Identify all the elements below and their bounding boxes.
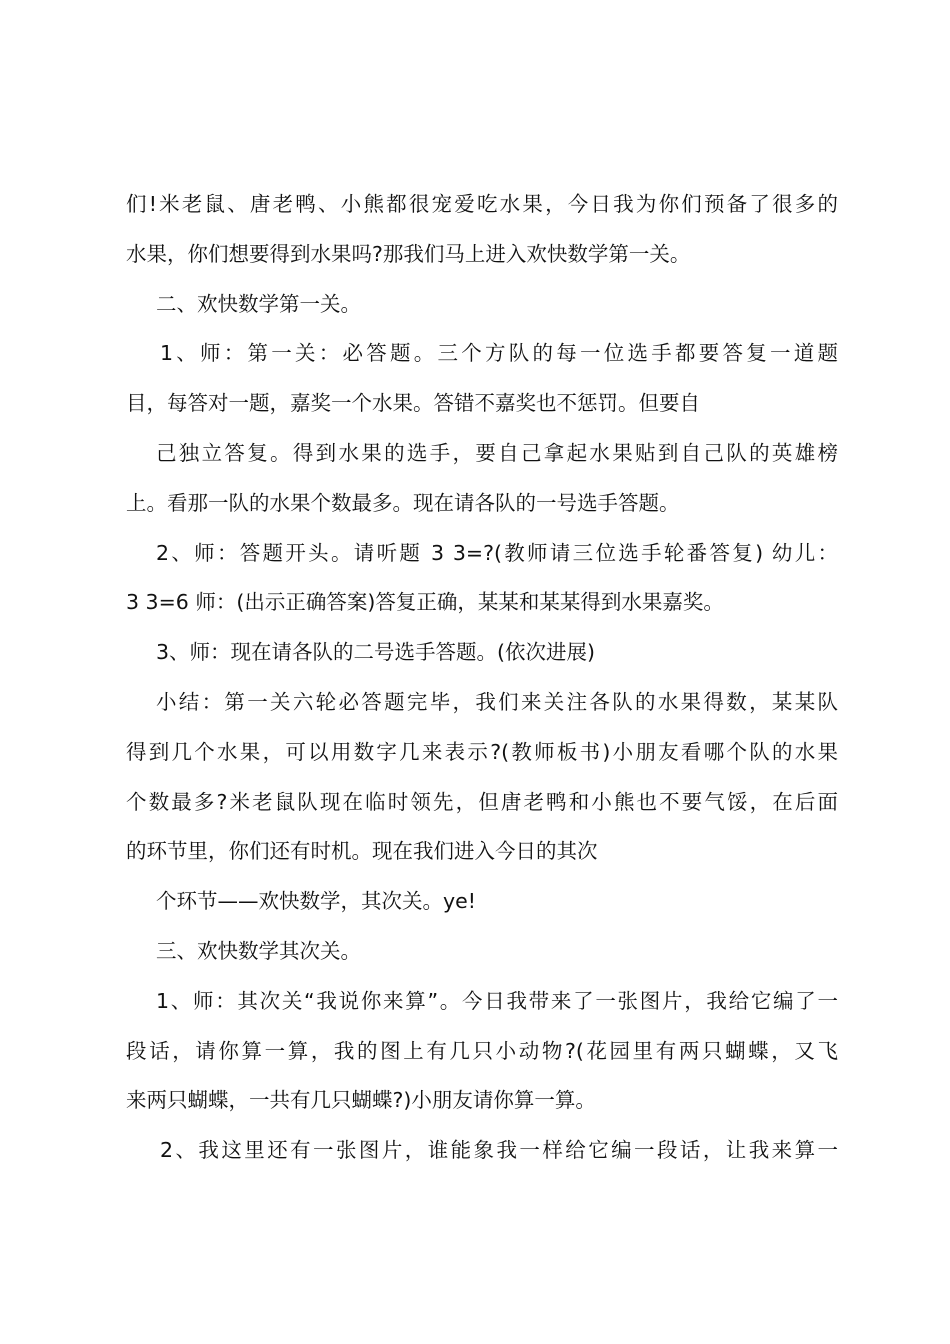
- text-line: 得到几个水果，可以用数字几来表示?(教师板书)小朋友看哪个队的水果: [126, 739, 838, 764]
- text-line: 己独立答复。得到水果的选手，要自己拿起水果贴到自己队的英雄榜: [156, 440, 838, 465]
- text-line: 段话，请你算一算，我的图上有几只小动物?(花园里有两只蝴蝶，又飞: [126, 1038, 838, 1063]
- text-line: 水果，你们想要得到水果吗?那我们马上进入欢快数学第一关。: [126, 241, 691, 266]
- text-line: 们!米老鼠、唐老鸭、小熊都很宠爱吃水果，今日我为你们预备了很多的: [126, 192, 838, 216]
- section-heading: 二、欢快数学第一关。: [156, 291, 361, 316]
- text-line: 3 3=6 师：(出示正确答案)答复正确，某某和某某得到水果嘉奖。: [126, 590, 724, 615]
- text-line: 的环节里，你们还有时机。现在我们进入今日的其次: [126, 839, 598, 864]
- text-line: 来两只蝴蝶，一共有几只蝴蝶?)小朋友请你算一算。: [126, 1088, 596, 1113]
- text-line: 2、师：答题开头。请听题 3 3=?(教师请三位选手轮番答复) 幼儿：: [156, 540, 838, 565]
- section-heading: 三、欢快数学其次关。: [156, 938, 361, 963]
- document-body: [126, 180, 838, 1176]
- text-line: 个环节——欢快数学，其次关。ye!: [156, 889, 476, 914]
- text-line: 个数最多?米老鼠队现在临时领先，但唐老鸭和小熊也不要气馁，在后面: [126, 789, 838, 814]
- text-line: 1、师：其次关“我说你来算”。今日我带来了一张图片，我给它编了一: [156, 988, 838, 1013]
- text-line: 目，每答对一题，嘉奖一个水果。答错不嘉奖也不惩罚。但要自: [126, 391, 700, 416]
- text-line: 2、我这里还有一张图片，谁能象我一样给它编一段话，让我来算一: [160, 1138, 838, 1163]
- text-line: 上。看那一队的水果个数最多。现在请各队的一号选手答题。: [126, 490, 680, 515]
- text-line: 3、师：现在请各队的二号选手答题。(依次进展): [156, 640, 596, 665]
- text-line: 1、师：第一关：必答题。三个方队的每一位选手都要答复一道题: [160, 341, 838, 366]
- text-line: 小结：第一关六轮必答题完毕，我们来关注各队的水果得数，某某队: [156, 689, 838, 714]
